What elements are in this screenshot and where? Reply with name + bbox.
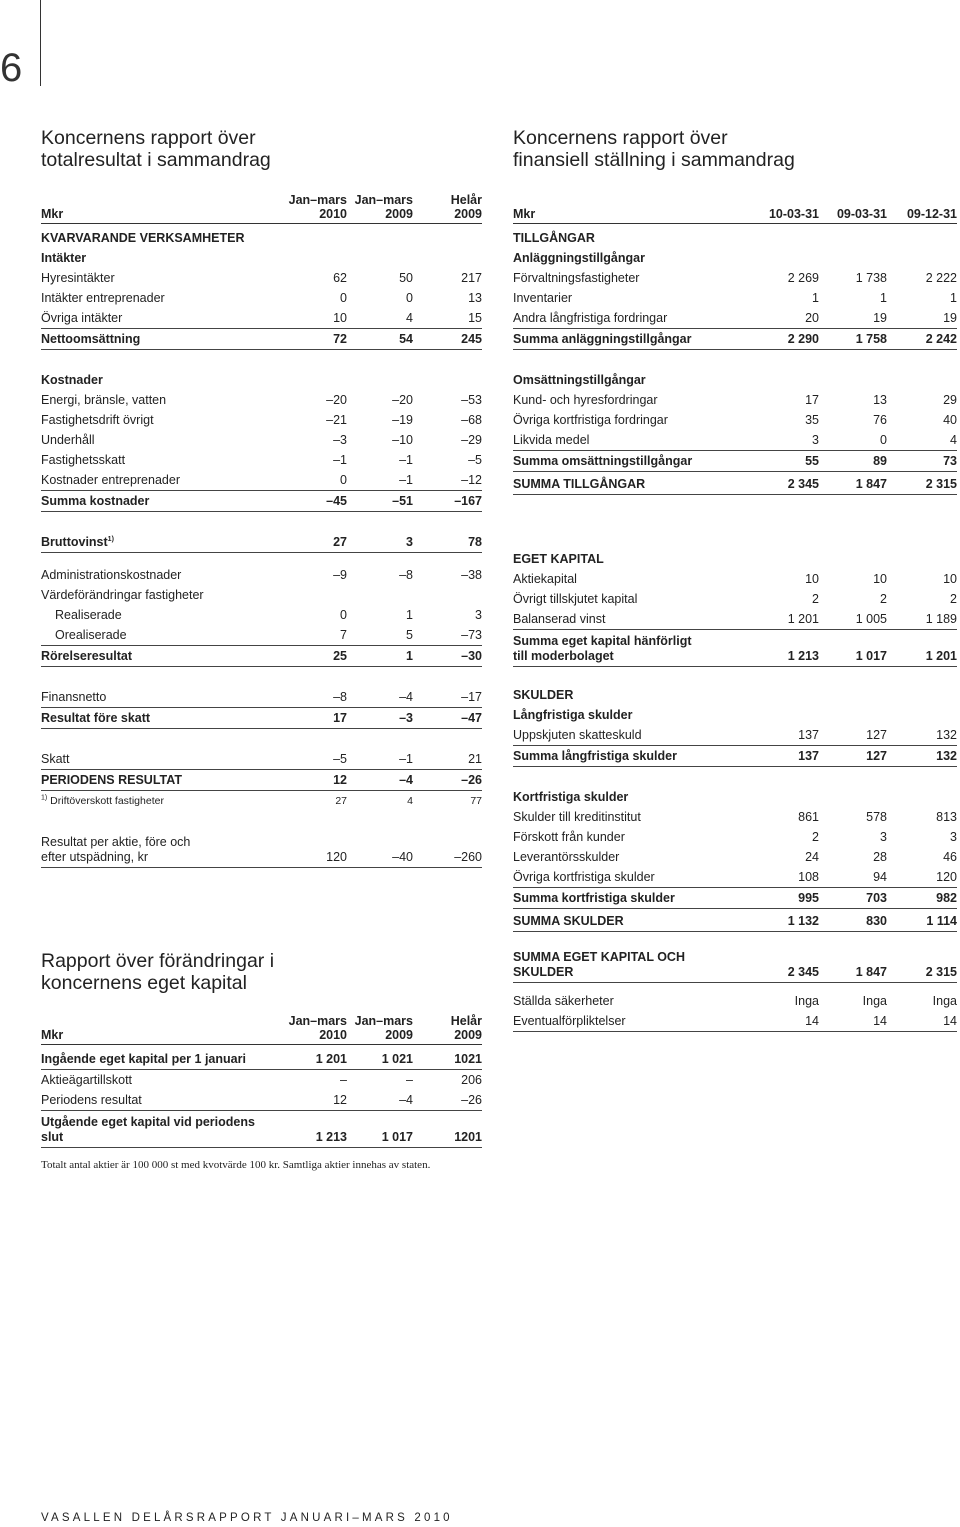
table-row: Inventarier 1 1 1: [513, 291, 957, 305]
table-row: Hyresintäkter 62 50 217: [41, 271, 482, 285]
table-row: Ställda säkerheter Inga Inga Inga: [513, 994, 957, 1008]
table-header-row: Mkr 10-03-31 09-03-31 09-12-31: [513, 201, 957, 224]
table-row: Övriga kortfristiga fordringar 35 76 40: [513, 413, 957, 427]
table-row: Balanserad vinst 1 201 1 005 1 189: [513, 609, 957, 630]
egetkapital-table: [41, 1012, 482, 1148]
egetkapital-title: Rapport över förändringar i koncernens eget kapital: [41, 950, 275, 994]
page-footer: VASALLEN DELÅRSRAPPORT JANUARI–MARS 2010: [41, 1512, 453, 1524]
table-header-row: Mkr Jan–mars 2010 Jan–mars 2009 Helår 2009: [41, 191, 482, 224]
finansiell-table: [513, 201, 957, 1032]
table-row: Långfristiga skulder: [513, 708, 633, 722]
table-row: Intäkter: [41, 251, 87, 265]
table-row: Kostnader entreprenader 0 –1 –12: [41, 470, 482, 491]
table-row: Summa eget kapital hänförligt till moderbolaget 1 213 1 017 1 201: [513, 630, 957, 667]
table-row: Anläggningstillgångar: [513, 251, 645, 265]
table-row: Aktiekapital 10 10 10: [513, 572, 957, 586]
header-divider: [40, 0, 41, 86]
table-row: Summa omsättningstillgångar 55 89 73: [513, 451, 957, 472]
page-number: 6: [0, 46, 23, 90]
table-row: Förvaltningsfastigheter 2 269 1 738 2 222: [513, 271, 957, 285]
table-row: Summa kostnader –45 –51 –167: [41, 491, 482, 512]
totalresultat-title: Koncernens rapport över totalresultat i sammandrag: [41, 127, 271, 171]
egetkapital-section: [41, 950, 482, 1148]
table-row: Summa långfristiga skulder 137 127 132: [513, 746, 957, 767]
table-row: Summa kortfristiga skulder 995 703 982: [513, 888, 957, 909]
table-row: Aktieägartillskott – – 206: [41, 1073, 482, 1087]
table-row: Omsättningstillgångar: [513, 373, 646, 387]
table-row: Summa anläggningstillgångar 2 290 1 758 2 242: [513, 329, 957, 350]
table-row: Uppskjuten skatteskuld 137 127 132: [513, 725, 957, 746]
finansiell-title: Koncernens rapport över finansiell ställning i sammandrag: [513, 127, 795, 171]
table-row: Energi, bränsle, vatten –20 –20 –53: [41, 393, 482, 407]
table-row: Resultat före skatt 17 –3 –47: [41, 708, 482, 729]
table-row: Fastighetsdrift övrigt –21 –19 –68: [41, 413, 482, 427]
totalresultat-table: [41, 191, 482, 868]
shares-note: Totalt antal aktier är 100 000 st med kvotvärde 100 kr. Samtliga aktier innehas av staten.: [41, 1159, 431, 1171]
table-row: Intäkter entreprenader 0 0 13: [41, 291, 482, 305]
table-row: Förskott från kunder 2 3 3: [513, 830, 957, 844]
table-row: Administrationskostnader –9 –8 –38: [41, 568, 482, 582]
table-row: PERIODENS RESULTAT 12 –4 –26: [41, 770, 482, 791]
totalresultat-section: [41, 127, 482, 868]
table-row: Ingående eget kapital per 1 januari 1 201 1 021 1021: [41, 1045, 482, 1070]
table-row: Bruttovinst$^{1)}$ 27 3 78: [41, 532, 482, 553]
table-row: Övriga intäkter 10 4 15: [41, 308, 482, 329]
footnote-row: $^{1)}$ Driftöverskott fastigheter 27 4 77: [41, 794, 482, 807]
table-row: Likvida medel 3 0 4: [513, 430, 957, 451]
table-row: Kostnader: [41, 373, 103, 387]
table-row: Fastighetsskatt –1 –1 –5: [41, 453, 482, 467]
table-row: Realiserade 0 1 3: [55, 608, 482, 622]
table-row: Utgående eget kapital vid periodens slut 1 213 1 017 1201: [41, 1111, 482, 1148]
table-row: KVARVARANDE VERKSAMHETER: [41, 231, 245, 245]
table-row: Andra långfristiga fordringar 20 19 19: [513, 308, 957, 329]
finansiell-section: [513, 127, 957, 1032]
table-row: Skulder till kreditinstitut 861 578 813: [513, 810, 957, 824]
table-row: SUMMA SKULDER 1 132 830 1 114: [513, 909, 957, 932]
table-row: Övrigt tillskjutet kapital 2 2 2: [513, 592, 957, 606]
table-row: Nettoomsättning 72 54 245: [41, 329, 482, 350]
table-row: EGET KAPITAL: [513, 552, 604, 566]
table-row: Kund- och hyresfordringar 17 13 29: [513, 393, 957, 407]
table-row: Finansnetto –8 –4 –17: [41, 687, 482, 708]
table-header-row: Mkr Jan–mars 2010 Jan–mars 2009 Helår 2009: [41, 1012, 482, 1045]
table-row: Eventualförpliktelser 14 14 14: [513, 1011, 957, 1032]
table-row: Övriga kortfristiga skulder 108 94 120: [513, 867, 957, 888]
table-row: Kortfristiga skulder: [513, 790, 629, 804]
table-row: TILLGÅNGAR: [513, 231, 595, 245]
table-row: Leverantörsskulder 24 28 46: [513, 850, 957, 864]
table-row: Skatt –5 –1 21: [41, 749, 482, 770]
table-row: Rörelseresultat 25 1 –30: [41, 646, 482, 667]
table-row: Underhåll –3 –10 –29: [41, 433, 482, 447]
table-row: SKULDER: [513, 688, 574, 702]
table-row: Orealiserade 7 5 –73: [41, 625, 482, 646]
table-row: Resultat per aktie, före och efter utspädning, kr 120 –40 –260: [41, 831, 482, 868]
table-row: Värdeförändringar fastigheter: [41, 588, 204, 602]
table-row: Periodens resultat 12 –4 –26: [41, 1090, 482, 1111]
table-row: SUMMA EGET KAPITAL OCH SKULDER 2 345 1 847 2 315: [513, 946, 957, 983]
table-row: SUMMA TILLGÅNGAR 2 345 1 847 2 315: [513, 472, 957, 495]
